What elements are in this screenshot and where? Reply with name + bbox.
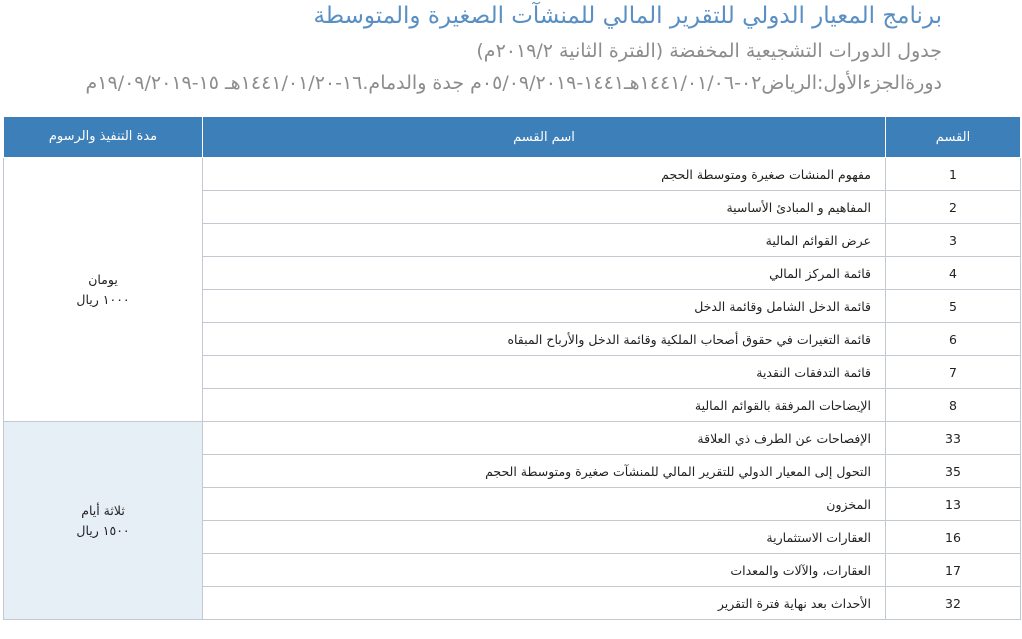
section-number: 3	[886, 224, 1021, 257]
header-section: القسم	[886, 117, 1021, 158]
duration-text: ثلاثة أيام	[81, 502, 125, 518]
section-name: المخزون	[203, 488, 886, 521]
section-name: التحول إلى المعيار الدولي للتقرير المالي للمنشآت صغيرة ومتوسطة الحجم	[203, 455, 886, 488]
section-name: مفهوم المنشات صغيرة ومتوسطة الحجم	[203, 158, 886, 191]
section-number: 6	[886, 323, 1021, 356]
section-number: 17	[886, 554, 1021, 587]
duration-fees-cell	[4, 422, 203, 620]
header-section-name: اسم القسم	[203, 117, 886, 158]
section-name: العقارات الاستثمارية	[203, 521, 886, 554]
page-subtitle: جدول الدورات التشجيعية المخفضة (الفترة الثانية ٢٠١٩/٢م)	[476, 40, 942, 62]
section-name: قائمة المركز المالي	[203, 257, 886, 290]
section-name: عرض القوائم المالية	[203, 224, 886, 257]
section-number: 16	[886, 521, 1021, 554]
section-number: 35	[886, 455, 1021, 488]
fee-text: ١٥٠٠ ريال	[76, 522, 130, 538]
section-name: الإفصاحات عن الطرف ذي العلاقة	[203, 422, 886, 455]
section-number: 4	[886, 257, 1021, 290]
section-number: 2	[886, 191, 1021, 224]
section-number: 7	[886, 356, 1021, 389]
section-name: قائمة الدخل الشامل وقائمة الدخل	[203, 290, 886, 323]
page-title: برنامج المعيار الدولي للتقرير المالي للمنشآت الصغيرة والمتوسطة	[313, 3, 942, 29]
section-name: قائمة التغيرات في حقوق أصحاب الملكية وقائمة الدخل والأرباح المبقاه	[203, 323, 886, 356]
section-name: المفاهيم و المبادئ الأساسية	[203, 191, 886, 224]
course-info: دورةالجزءالأول:الرياض٠٢-١٤٤١/٠١/٠٦هـ١٤٤١-٠٥/٠٩/٢٠١٩م جدة والدمام.١٦-١٤٤١/٠١/٢٠هـ ١٥-١٩/٠٩/٢٠١٩م	[85, 72, 942, 94]
table-header-row	[4, 117, 1021, 158]
section-name: الإيضاحات المرفقة بالقوائم المالية	[203, 389, 886, 422]
section-name: العقارات، والآلات والمعدات	[203, 554, 886, 587]
section-number: 8	[886, 389, 1021, 422]
section-name: الأحداث بعد نهاية فترة التقرير	[203, 587, 886, 620]
courses-table	[3, 116, 1021, 620]
duration-fees-cell	[4, 158, 203, 422]
header-duration-fees: مدة التنفيذ والرسوم	[4, 117, 203, 158]
table-row	[4, 422, 1021, 455]
duration-text: يومان	[88, 271, 118, 287]
section-name: قائمة التدفقات النقدية	[203, 356, 886, 389]
section-number: 32	[886, 587, 1021, 620]
section-number: 1	[886, 158, 1021, 191]
table-row	[4, 158, 1021, 191]
fee-text: ١٠٠٠ ريال	[76, 291, 130, 307]
section-number: 33	[886, 422, 1021, 455]
section-number: 5	[886, 290, 1021, 323]
section-number: 13	[886, 488, 1021, 521]
